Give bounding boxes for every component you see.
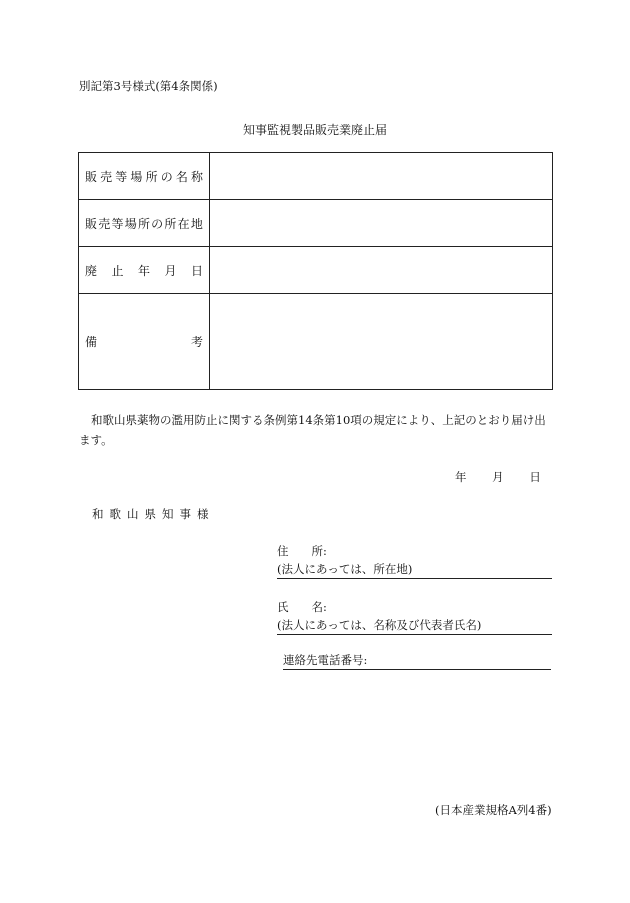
notice-form-table <box>78 152 553 390</box>
paper-size-note: (日本産業規格A列4番) <box>435 803 552 817</box>
store-name-label: 販 売 等 場 所 の 名 称 <box>85 169 203 184</box>
store-address-label: 販 売 等 場 所 の 所 在 地 <box>85 216 203 231</box>
store-name-value[interactable] <box>210 153 553 200</box>
form-number-label: 別記第3号様式(第4条関係) <box>79 79 218 93</box>
table-row-closing-date <box>79 247 553 294</box>
closing-date-value[interactable] <box>210 247 553 294</box>
table-row-store-name <box>79 153 553 200</box>
table-row-remarks <box>79 294 553 390</box>
table-row-store-address <box>79 200 553 247</box>
addressee: 和歌山県知事様 <box>92 507 215 521</box>
date-line[interactable] <box>455 469 563 485</box>
name-label: 氏 名: <box>277 600 327 614</box>
remarks-label: 備 考 <box>85 335 203 349</box>
remarks-value[interactable] <box>210 294 553 390</box>
address-field[interactable]: (法人にあっては、所在地) <box>277 561 552 579</box>
date-day: 日 <box>529 470 541 484</box>
store-address-value[interactable] <box>210 200 553 247</box>
closing-date-label: 廃 止 年 月 日 <box>85 263 203 278</box>
name-field[interactable]: (法人にあっては、名称及び代表者氏名) <box>277 617 552 635</box>
phone-field[interactable]: 連絡先電話番号: <box>283 652 551 670</box>
date-year: 年 <box>455 470 467 484</box>
address-label: 住 所: <box>277 544 327 558</box>
notification-statement: 和歌山県薬物の濫用防止に関する条例第14条第10項の規定により、上記のとおり届け出ます。 <box>79 413 546 447</box>
date-month: 月 <box>492 470 504 484</box>
document-title: 知事監視製品販売業廃止届 <box>242 123 387 137</box>
